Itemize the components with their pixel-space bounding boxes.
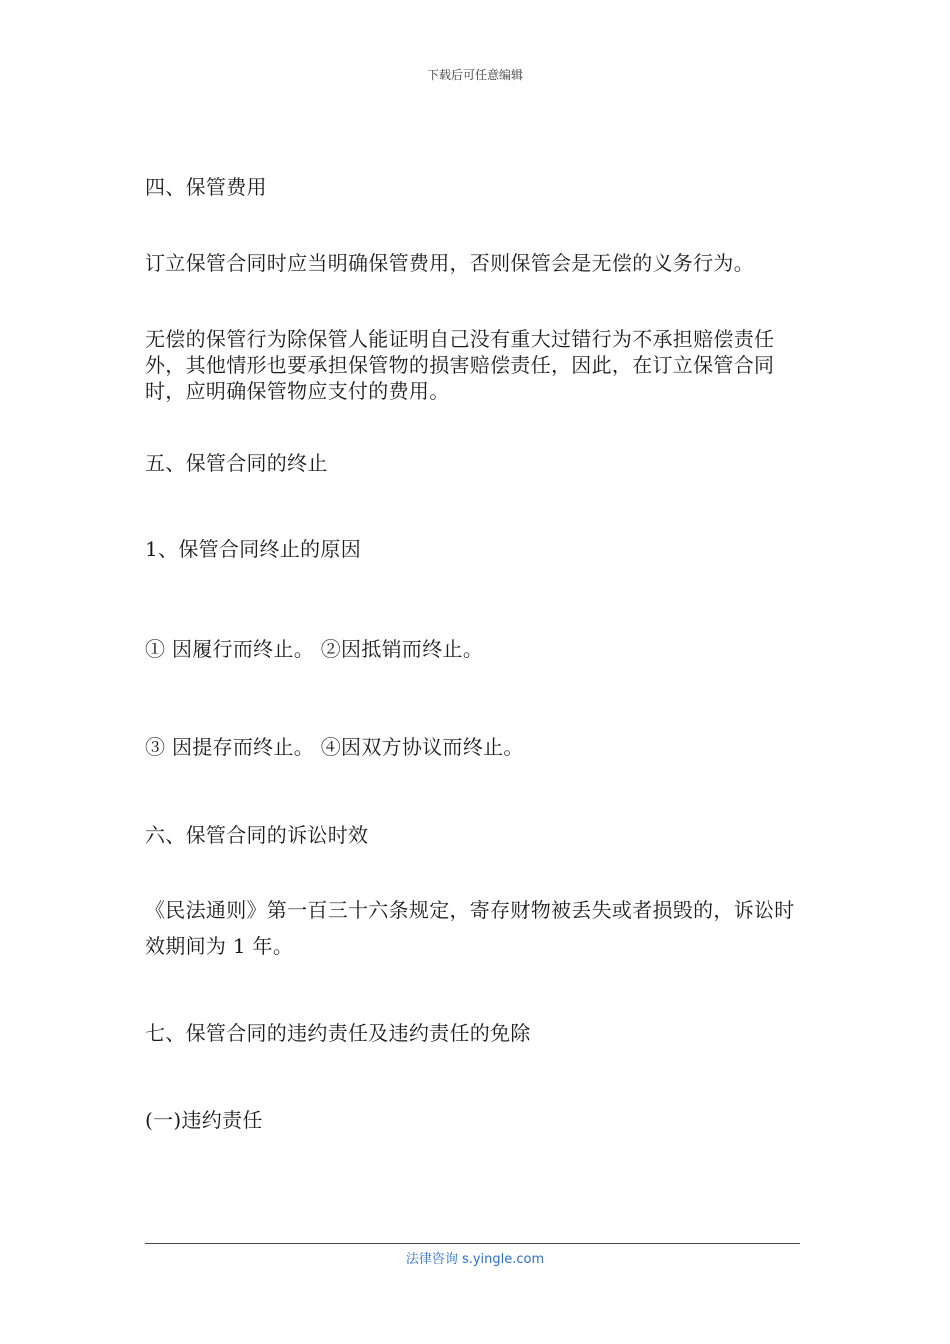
list-item-reasons-1: ① 因履行而终止。 ②因抵销而终止。 [145, 637, 484, 661]
paragraph-fees: 订立保管合同时应当明确保管费用，否则保管会是无偿的义务行为。 [145, 251, 754, 275]
list-item-reasons-2: ③ 因提存而终止。 ④因双方协议而终止。 [145, 735, 524, 759]
section-heading-breach: 七、保管合同的违约责任及违约责任的免除 [145, 1021, 531, 1045]
page-header: 下载后可任意编辑 [426, 68, 523, 82]
section-heading-fees: 四、保管费用 [145, 175, 267, 199]
subheading-breach-liability: (一)违约责任 [145, 1108, 263, 1132]
section-heading-limitation: 六、保管合同的诉讼时效 [145, 823, 369, 847]
paragraph-liability: 无偿的保管行为除保管人能证明自己没有重大过错行为不承担赔偿责任外，其他情形也要承担保管物的损害赔偿责任，因此，在订立保管合同时，应明确保管物应支付的费用。 [145, 327, 775, 403]
page-footer-link[interactable]: 法律咨询 s.yingle.com [405, 1252, 545, 1267]
section-heading-termination: 五、保管合同的终止 [145, 451, 328, 475]
paragraph-limitation: 《民法通则》第一百三十六条规定，寄存财物被丢失或者损毁的，诉讼时效期间为 1 年。 [145, 898, 795, 958]
footer-divider [145, 1243, 800, 1244]
subheading-termination-reasons: 1、保管合同终止的原因 [145, 537, 362, 561]
